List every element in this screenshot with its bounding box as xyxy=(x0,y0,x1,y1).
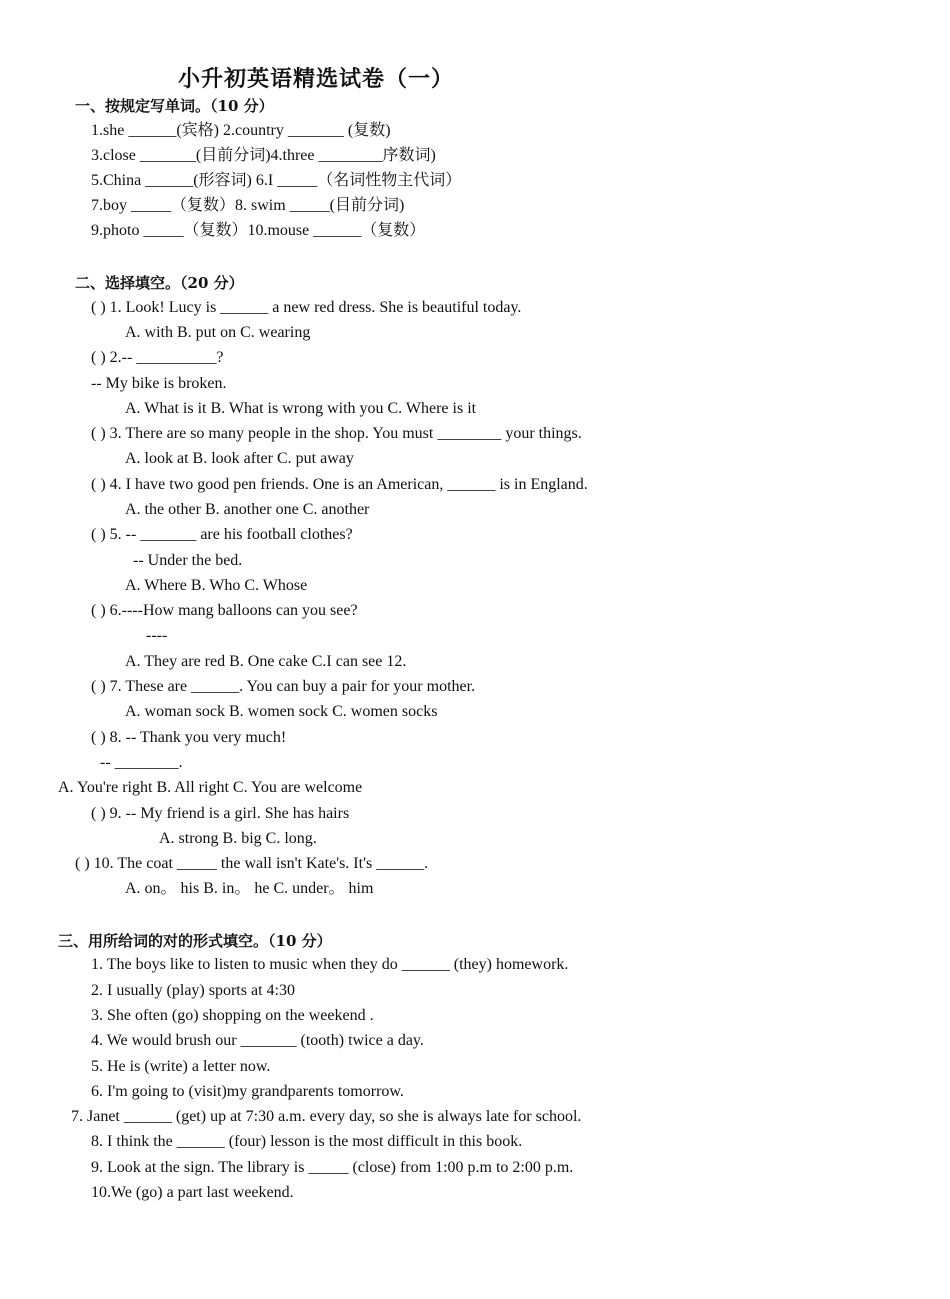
question-6: ( ) 6.----How mang balloons can you see? xyxy=(91,602,358,619)
fill-item-4: 4. We would brush our _______ (tooth) twice a day. xyxy=(91,1032,424,1049)
fill-item-7: 7. Janet ______ (get) up at 7:30 a.m. every day, so she is always late for school. xyxy=(71,1108,582,1125)
section-1-line: 3.close _______(目前分词)4.three ________序数词) xyxy=(91,147,436,164)
question-7-options: A. woman sock B. women sock C. women socks xyxy=(125,703,438,720)
section-2-heading: 二、选择填空。（20 分） xyxy=(75,274,244,292)
question-8-dialog: -- ________. xyxy=(100,754,183,771)
question-5: ( ) 5. -- _______ are his football clothes? xyxy=(91,526,353,543)
fill-item-2: 2. I usually (play) sports at 4:30 xyxy=(91,982,295,999)
question-9-options: A. strong B. big C. long. xyxy=(159,830,317,847)
section-1-line: 5.China ______(形容词) 6.I _____（名词性物主代词） xyxy=(91,172,462,189)
fill-item-3: 3. She often (go) shopping on the weekend . xyxy=(91,1007,374,1024)
question-5-dialog: -- Under the bed. xyxy=(133,552,243,569)
question-6-options: A. They are red B. One cake C.I can see 12. xyxy=(125,653,407,670)
question-6-dialog: ---- xyxy=(146,627,168,644)
question-7: ( ) 7. These are ______. You can buy a pair for your mother. xyxy=(91,678,476,695)
question-4: ( ) 4. I have two good pen friends. One is an American, ______ is in England. xyxy=(91,476,588,493)
question-10-options: A. on。 his B. in。 he C. under。 him xyxy=(125,880,374,897)
section-1-line: 7.boy _____（复数）8. swim _____(目前分词) xyxy=(91,197,405,214)
fill-item-8: 8. I think the ______ (four) lesson is the most difficult in this book. xyxy=(91,1133,523,1150)
question-2-dialog: -- My bike is broken. xyxy=(91,375,227,392)
fill-item-10: 10.We (go) a part last weekend. xyxy=(91,1184,294,1201)
fill-item-6: 6. I'm going to (visit)my grandparents tomorrow. xyxy=(91,1083,404,1100)
section-3-heading: 三、用所给词的对的形式填空。（10 分） xyxy=(58,932,332,950)
fill-item-5: 5. He is (write) a letter now. xyxy=(91,1058,271,1075)
question-1: ( ) 1. Look! Lucy is ______ a new red dress. She is beautiful today. xyxy=(91,299,522,316)
question-4-options: A. the other B. another one C. another xyxy=(125,501,370,518)
fill-item-9: 9. Look at the sign. The library is _____ (close) from 1:00 p.m to 2:00 p.m. xyxy=(91,1159,574,1176)
question-9: ( ) 9. -- My friend is a girl. She has hairs xyxy=(91,805,350,822)
question-2: ( ) 2.-- __________? xyxy=(91,349,224,366)
question-10: ( ) 10. The coat _____ the wall isn't Kate's. It's ______. xyxy=(75,855,429,872)
question-2-options: A. What is it B. What is wrong with you C. Where is it xyxy=(125,400,477,417)
question-8: ( ) 8. -- Thank you very much! xyxy=(91,729,287,746)
question-8-options: A. You're right B. All right C. You are welcome xyxy=(58,779,363,796)
page-title: 小升初英语精选试卷（一） xyxy=(178,66,455,92)
question-3-options: A. look at B. look after C. put away xyxy=(125,450,354,467)
question-3: ( ) 3. There are so many people in the shop. You must ________ your things. xyxy=(91,425,582,442)
section-1-line: 1.she ______(宾格) 2.country _______ (复数) xyxy=(91,122,391,139)
fill-item-1: 1. The boys like to listen to music when they do ______ (they) homework. xyxy=(91,956,569,973)
section-1-heading: 一、按规定写单词。（10 分） xyxy=(75,97,274,115)
section-1-line: 9.photo _____（复数）10.mouse ______（复数） xyxy=(91,222,426,239)
question-1-options: A. with B. put on C. wearing xyxy=(125,324,311,341)
question-5-options: A. Where B. Who C. Whose xyxy=(125,577,308,594)
